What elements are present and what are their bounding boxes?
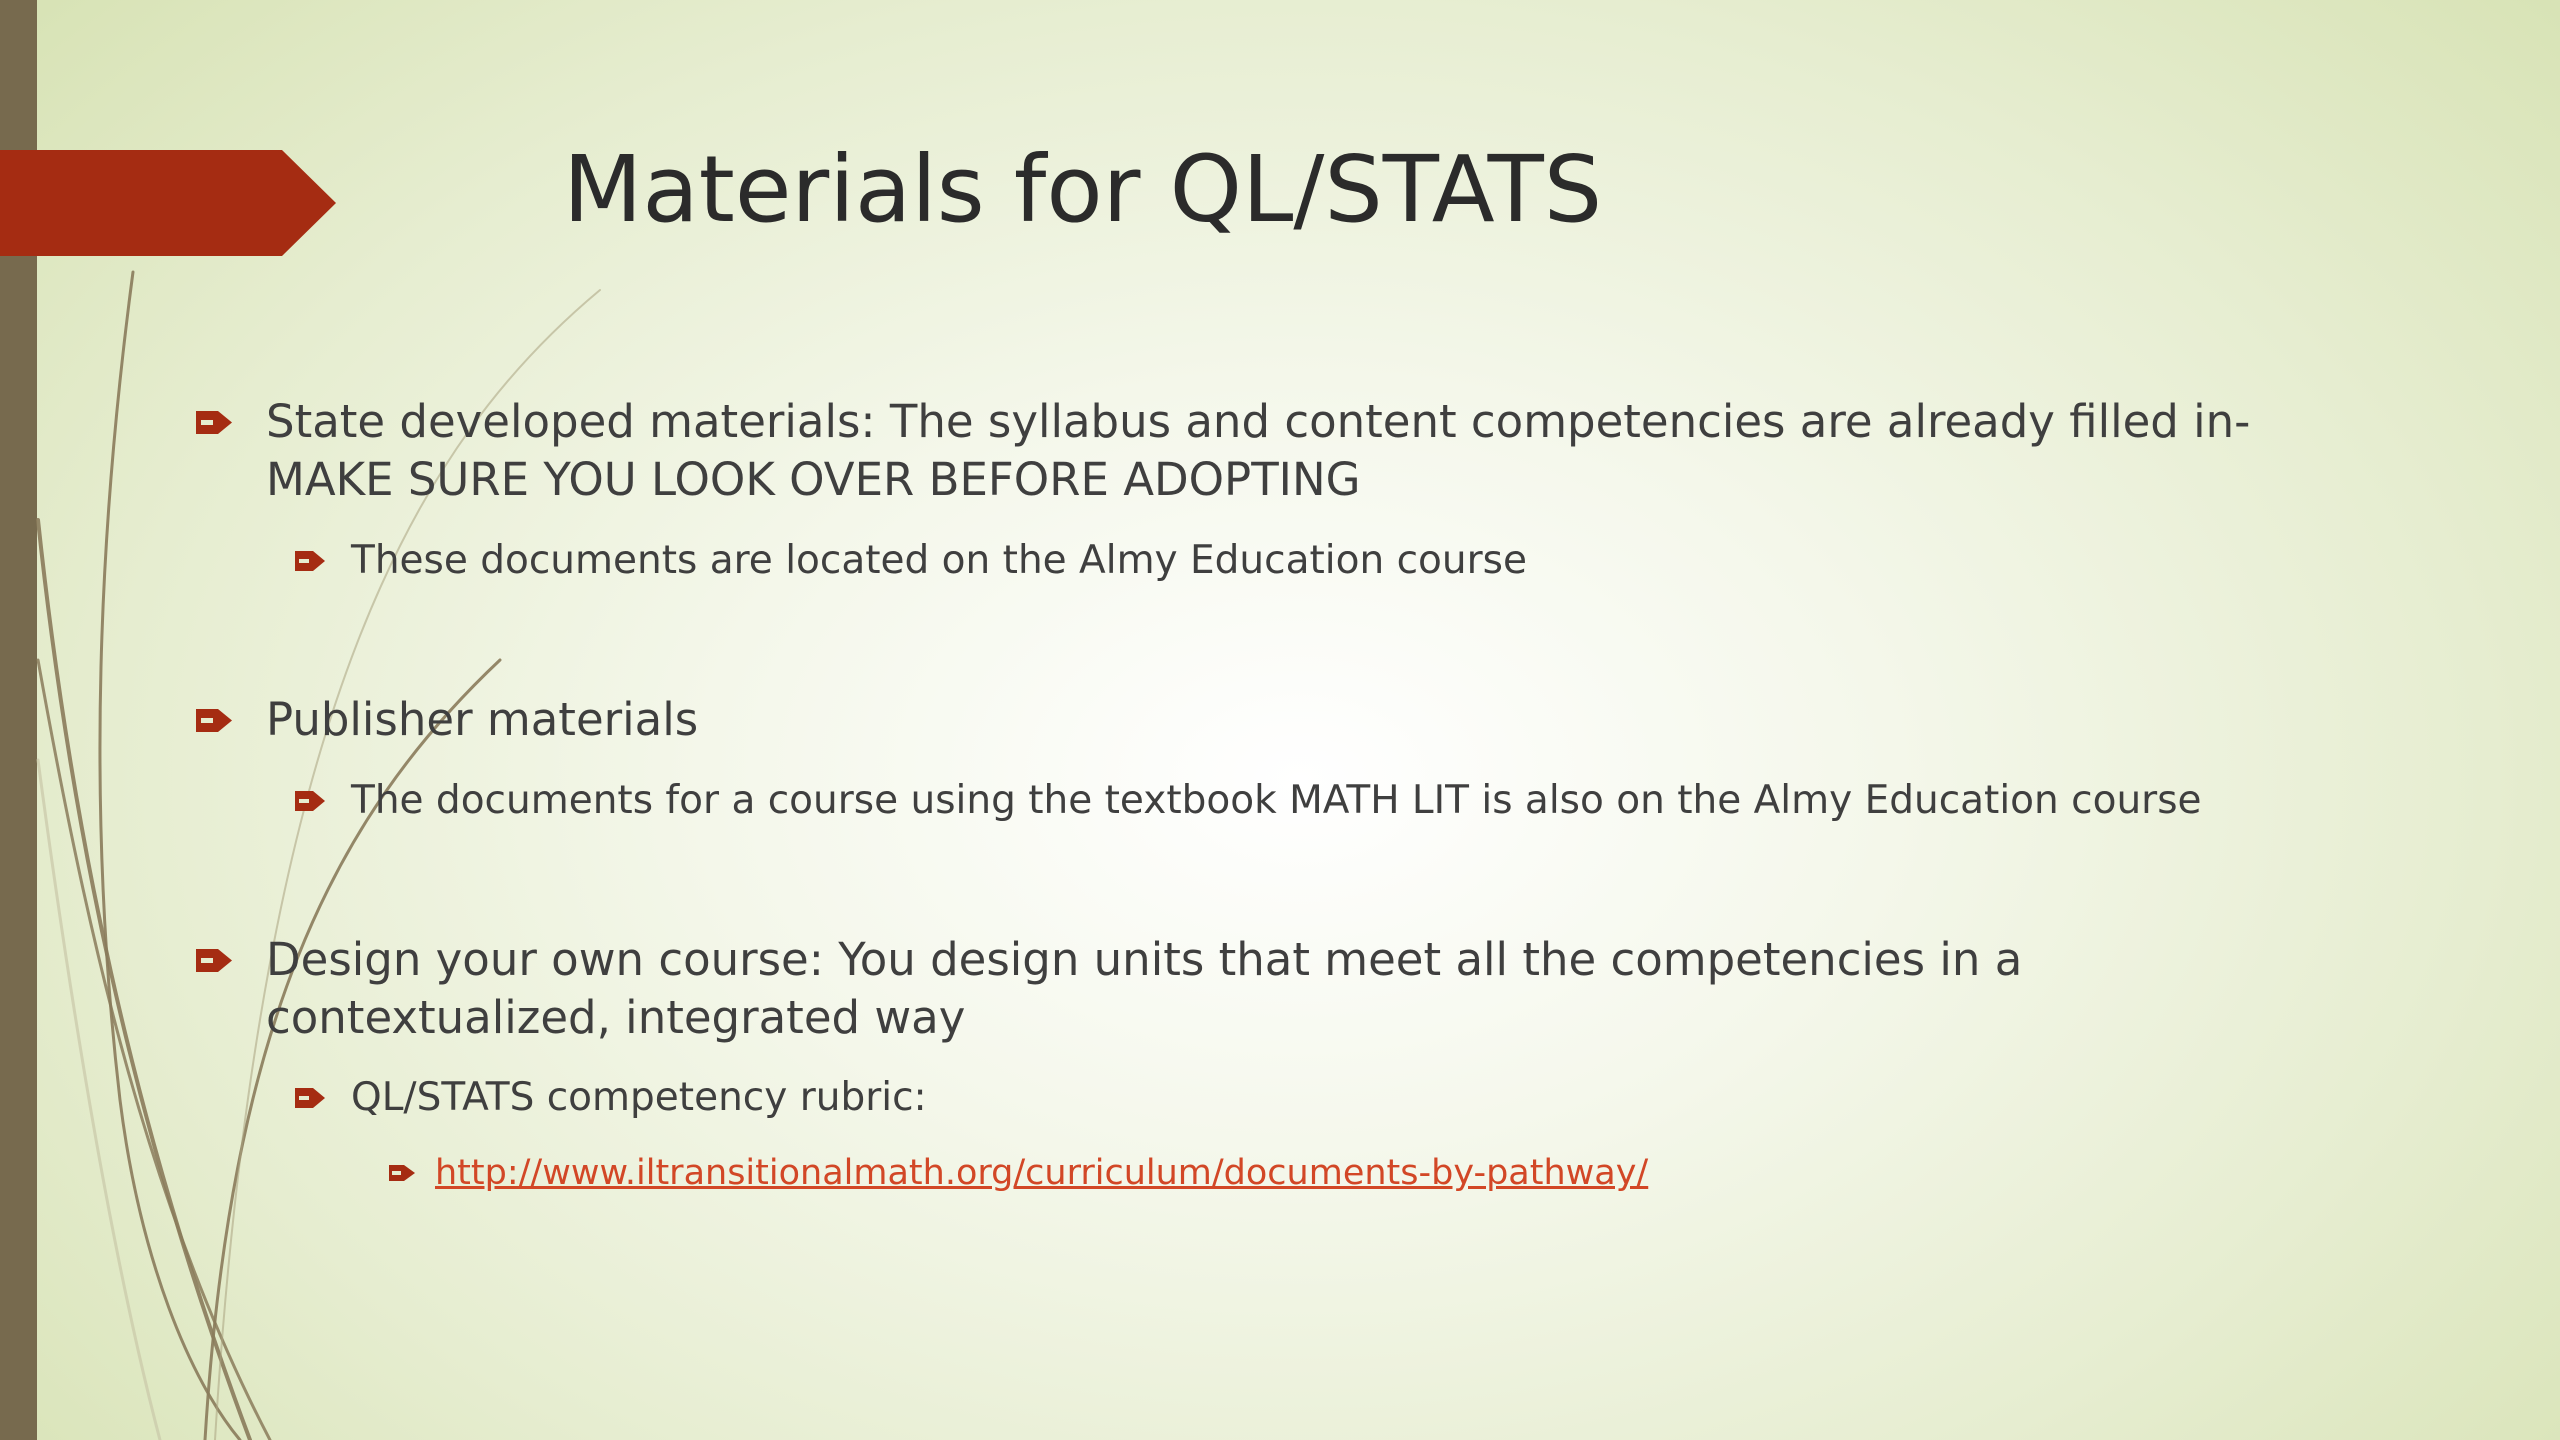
sub-sub-bullet-link bbox=[435, 1149, 1648, 1197]
pentagon-arrow-icon bbox=[0, 150, 336, 256]
arrow-bullet-icon bbox=[196, 707, 232, 734]
bullet-design-own-course bbox=[266, 931, 2022, 1047]
arrow-bullet-icon bbox=[196, 947, 232, 974]
sub-bullet-math-lit bbox=[351, 775, 2202, 827]
bullet-publisher-materials bbox=[266, 691, 698, 749]
sub-bullet-text: QL/STATS competency rubric: bbox=[351, 1075, 927, 1120]
pathway-documents-link[interactable]: http://www.iltransitionalmath.org/curriculum/documents-by-pathway/ bbox=[435, 1153, 1649, 1193]
arrow-bullet-icon bbox=[295, 790, 325, 812]
arrow-bullet-icon bbox=[295, 550, 325, 572]
arrow-bullet-icon bbox=[389, 1164, 415, 1182]
slide-title: Materials for QL/STATS bbox=[563, 136, 1603, 243]
sub-bullet-text: The documents for a course using the textbook MATH LIT is also on the Almy Education course bbox=[351, 778, 2202, 823]
bullet-text-line-2: MAKE SURE YOU LOOK OVER BEFORE ADOPTING bbox=[266, 453, 1361, 506]
sub-bullet-competency-rubric bbox=[351, 1072, 927, 1124]
bullet-text-line-2: contextualized, integrated way bbox=[266, 991, 966, 1044]
sub-bullet-text: These documents are located on the Almy Education course bbox=[351, 538, 1527, 583]
bullet-state-materials bbox=[266, 393, 2250, 509]
bullet-text: Publisher materials bbox=[266, 693, 699, 746]
bullet-text-line-1: Design your own course: You design units that meet all the competencies in a bbox=[266, 933, 2023, 986]
arrow-bullet-icon bbox=[196, 409, 232, 436]
sub-bullet-documents-location bbox=[351, 535, 1527, 587]
bullet-text-line-1: State developed materials: The syllabus and content competencies are already filled in- bbox=[266, 395, 2251, 448]
arrow-bullet-icon bbox=[295, 1087, 325, 1109]
